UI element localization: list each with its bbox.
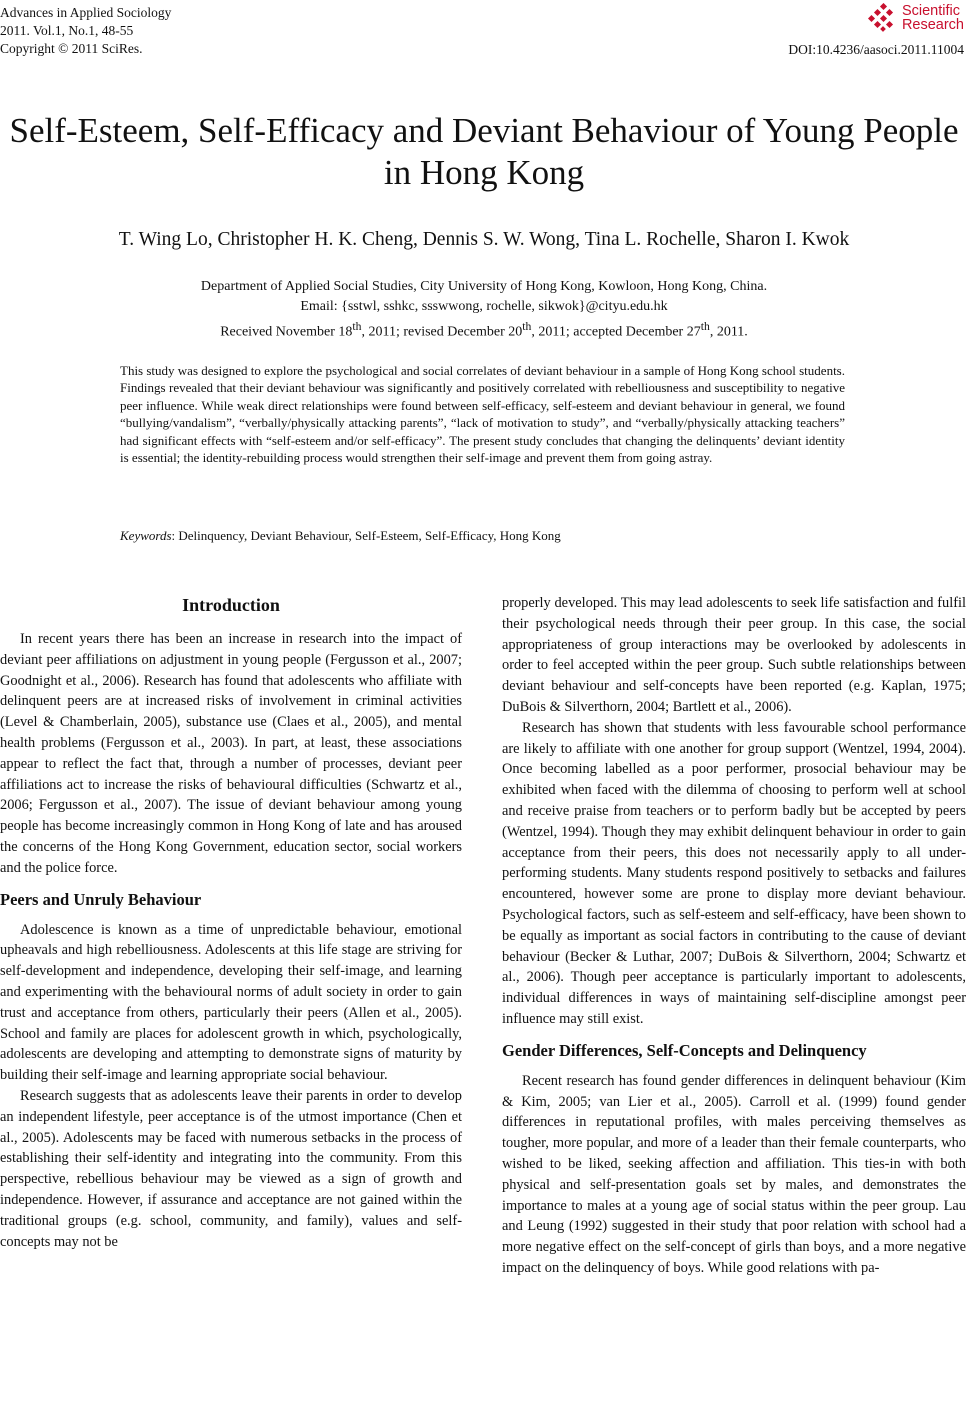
journal-copyright: Copyright © 2011 SciRes. — [0, 41, 143, 56]
keywords-text: : Delinquency, Deviant Behaviour, Self-Esteem, Self-Efficacy, Hong Kong — [171, 528, 561, 543]
revised-suffix: th — [522, 320, 532, 333]
received-dates — [0, 317, 968, 343]
publisher-header — [788, 2, 964, 58]
doi: DOI:10.4236/aasoci.2011.11004 — [788, 42, 964, 57]
keywords — [120, 528, 561, 544]
received-text: Received November 18 — [220, 324, 353, 340]
keywords-label: Keywords — [120, 528, 172, 543]
revised-text: , 2011; revised December 20 — [361, 324, 523, 340]
right-column — [502, 593, 966, 1279]
paragraph: properly developed. This may lead adolescents to seek life satisfaction and fulfil their psychological needs through their peer group. In this case, the social appropriateness of group interactions may be overlooked by adolescents in order to feel accepted within the peer group. Such subtle relationships between deviant behaviour and self-concepts have been reported (e.g. Kaplan, 1975; DuBois & Silverthorn, 2004; Bartlett et al., 2006). — [502, 595, 966, 715]
paragraph: Research has shown that students with less favourable school performance are likely to affiliate with one another for group support (Wentzel, 1994, 2004). Once becoming labelled as a poor performer, prosocial behaviour may be exhibited when faced with the dilemma of choosing to perform well at school and receive praise from teachers or to perform badly but be accepted by peers (Wentzel, 1994). Though they may exhibit delinquent behaviour in order to gain acceptance from their peers, this does not necessarily apply to all under-performing students. Many students respond positively to setbacks and failures encountered, however some are prone to display more deviant behaviour. Psychological factors, such as self-esteem and self-efficacy, have been shown to be equally as important as social factors in contributing to the cause of deviant behaviour (Becker & Luthar, 2007; DuBois & Silverthorn, 2004; Schwartz et al., 2006). Though peer acceptance is particularly important to adolescents, individual differences in ways of maintaining self-discipline amongst peer influence may still exist. — [502, 719, 966, 1027]
section-heading-peers: Peers and Unruly Behaviour — [0, 889, 202, 909]
email: Email: {sstwl, sshkc, ssswwong, rochelle, sikwok}@cityu.edu.hk — [300, 299, 668, 314]
affiliation-block — [0, 277, 968, 343]
journal-volume: 2011. Vol.1, No.1, 48-55 — [0, 23, 134, 38]
logo-line-1: Scientific — [901, 3, 960, 19]
section-heading-introduction: Introduction — [182, 595, 280, 615]
publisher-logo — [788, 2, 964, 34]
journal-name: Advances in Applied Sociology — [0, 5, 172, 20]
section-heading-gender: Gender Differences, Self-Concepts and Delinquency — [502, 1040, 867, 1060]
paragraph: Recent research has found gender differences in delinquent behaviour (Kim & Kim, 2005; van Lier et al., 2005). Carroll et al. (1999) found gender differences in reputational profiles, with males perceiving themselves as tougher, more popular, and more of a leader than their female counterparts, who wished to be liked, seeking affection and affiliation. This ties-in with both physical and self-presentation goals set by males, and demonstrates the importance to males at a young age of social status within the peer group. Lau and Leung (1992) suggested in their study that poor relation with school had a more negative effect on the self-concept of girls than boys, and a more negative impact on the delinquency of boys. While good relations with pa- — [502, 1072, 966, 1276]
paper-title: Self-Esteem, Self-Efficacy and Deviant Behaviour of Young People in Hong Kong — [9, 111, 959, 192]
scientific-research-logo-icon — [868, 3, 898, 33]
paragraph: In recent years there has been an increase in research into the impact of deviant peer affiliations on adjustment in young people (Fergusson et al., 2007; Goodnight et al., 2006). Research has found that adolescents who affiliate with delinquent peers are at increased risks of involvement in criminal activities (Level & Chamberlain, 2005), substance use (Claes et al., 2005), and mental health problems (Fergusson et al., 2003). In part, at least, these associations appear to reflect the fact that, through a number of processes, deviant peer affiliations act to increase the risks of behavioural difficulties (Schwartz et al., 2006; Fergusson et al., 2007). The issue of deviant behaviour among young people has become increasingly common in Hong Kong of late and has aroused the concerns of the Hong Kong Government, education sector, social workers and the police force. — [0, 631, 462, 876]
accepted-text: , 2011; accepted December 27 — [531, 324, 701, 340]
authors: T. Wing Lo, Christopher H. K. Cheng, Dennis S. W. Wong, Tina L. Rochelle, Sharon I. Kwok — [118, 229, 850, 250]
logo-line-2: Research — [901, 17, 964, 33]
left-column — [0, 593, 462, 1252]
accepted-suffix: th — [700, 320, 710, 333]
journal-header — [0, 4, 171, 58]
abstract: This study was designed to explore the psychological and social correlates of deviant behaviour in a sample of Hong Kong school students. Findings revealed that their deviant behaviour was significantly and positively correlated with rebelliousness and susceptibility to negative peer influence. While weak direct relationships were found between self-efficacy, self-esteem and deviant behaviour in general, we found “bullying/vandalism”, “verbally/physically attacking parents”, “lack of motivation to study”, and “verbally/physically attacking teachers” had significant effects with “self-esteem and/or self-efficacy”. The present study concludes that changing the delinquents’ deviant identity is essential; the identity-rebuilding process would strengthen their self-image and prevent them from going astray. — [120, 363, 845, 466]
paragraph: Adolescence is known as a time of unpredictable behaviour, emotional upheavals and high rebelliousness. Adolescents at this life stage are striving for self-development and independence, developing their self-image, and learning and experimenting with the behavioural norms of adult society in order to gain trust and acceptance from others, particularly their peers (Allen et al., 2005). School and family are places for adolescent growth in which, psychologically, adolescents are developing and attempting to demonstrate signs of maturity by building their self-image and learning appropriate social behaviour. — [0, 921, 462, 1084]
affiliation: Department of Applied Social Studies, City University of Hong Kong, Kowloon, Hong Kong, China. — [200, 279, 768, 294]
logo-text — [902, 4, 964, 32]
received-suffix: th — [352, 320, 362, 333]
paragraph: Research suggests that as adolescents leave their parents in order to develop an independent lifestyle, peer acceptance is of the utmost importance (Chen et al., 2005). Adolescents may be faced with numerous setbacks in the process of establishing their self-identity and integrating into the community. From this perspective, rebellious behaviour may be viewed as a sign of growth and independence. However, if assurance and acceptance are not gained within the traditional groups (e.g. school, community, and family), values and self-concepts may not be — [0, 1087, 462, 1250]
received-end: , 2011. — [709, 324, 748, 340]
